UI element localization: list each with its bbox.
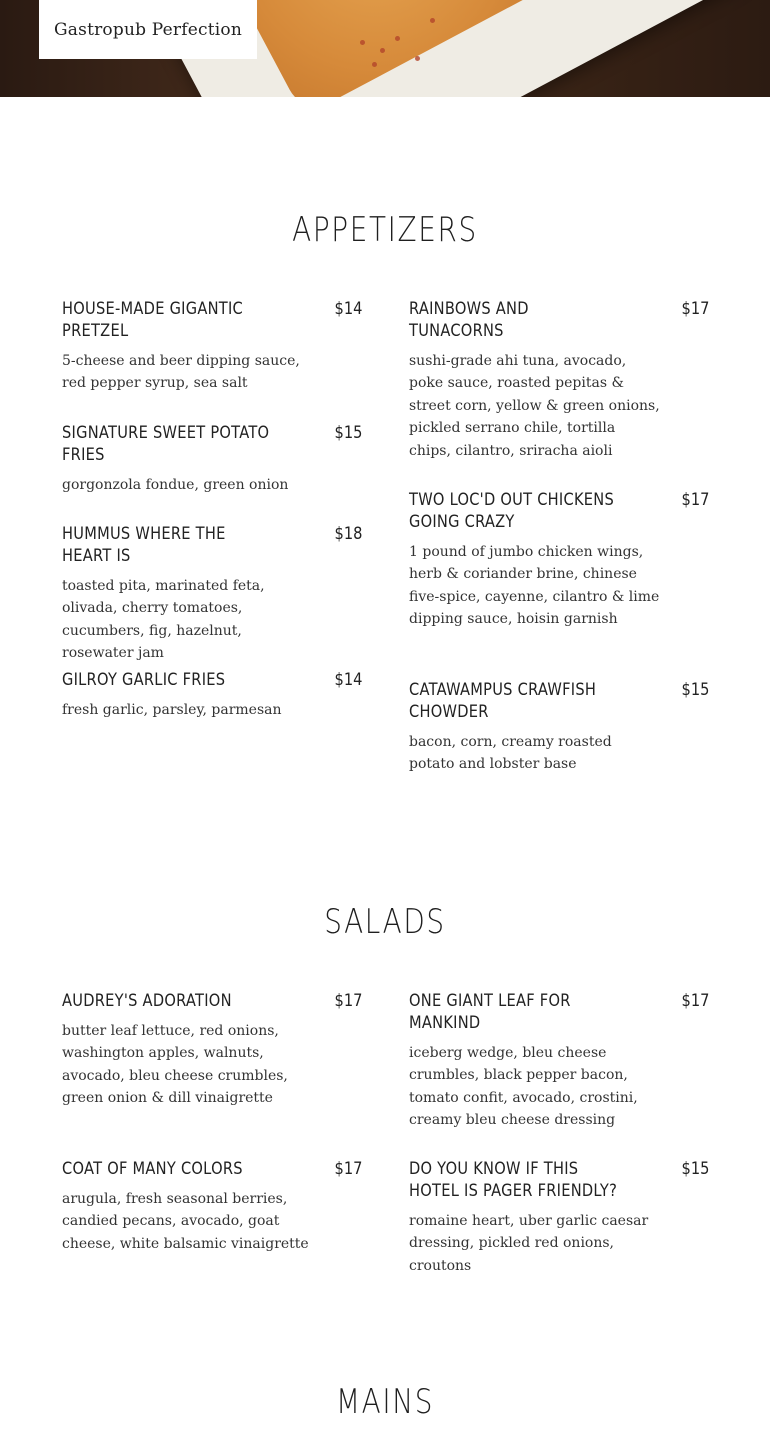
menu-item — [409, 1158, 709, 1277]
item-name: DO YOU KNOW IF THIS HOTEL IS PAGER FRIENDLY? — [409, 1159, 618, 1201]
item-description: 5-cheese and beer dipping sauce, red pepper syrup, sea salt — [62, 353, 300, 392]
item-name: GILROY GARLIC FRIES — [62, 670, 226, 690]
item-price: $15 — [334, 423, 362, 443]
section-title-salads: SALADS — [324, 902, 446, 942]
menu-item — [62, 990, 362, 1110]
item-description: 1 pound of jumbo chicken wings, herb & coriander brine, chinese five-spice, cayenne, cilantro & lime dipping sauce, hoisin garnish — [409, 544, 660, 628]
paprika-speck — [430, 18, 435, 23]
brand-tagline-box — [39, 0, 257, 59]
item-description: gorgonzola fondue, green onion — [62, 477, 289, 493]
item-description: romaine heart, uber garlic caesar dressing, pickled red onions, croutons — [409, 1213, 649, 1274]
menu-item — [409, 298, 709, 462]
item-name: COAT OF MANY COLORS — [62, 1159, 243, 1179]
menu-item — [62, 669, 362, 721]
brand-tagline: Gastropub Perfection — [54, 19, 242, 40]
item-name: HUMMUS WHERE THE HEART IS — [62, 524, 226, 566]
item-price: $15 — [681, 680, 709, 700]
section-title-mains: MAINS — [335, 1382, 435, 1422]
item-price: $18 — [334, 524, 362, 544]
paprika-speck — [415, 56, 420, 61]
paprika-speck — [395, 36, 400, 41]
item-name: CATAWAMPUS CRAWFISH CHOWDER — [409, 680, 597, 722]
item-description: iceberg wedge, bleu cheese crumbles, black pepper bacon, tomato confit, avocado, crostini, creamy bleu cheese dressing — [409, 1045, 638, 1129]
menu-item — [62, 422, 362, 496]
item-description: bacon, corn, creamy roasted potato and lobster base — [409, 734, 612, 773]
item-price: $17 — [334, 1159, 362, 1179]
item-description: sushi-grade ahi tuna, avocado, poke sauce, roasted pepitas & street corn, yellow & green onions, pickled serrano chile, tortilla chips, cilantro, sriracha aioli — [409, 353, 660, 459]
item-description: arugula, fresh seasonal berries, candied pecans, avocado, goat cheese, white balsamic vinaigrette — [62, 1191, 309, 1252]
menu-item — [62, 523, 362, 665]
menu-item — [409, 679, 709, 776]
paprika-speck — [360, 40, 365, 45]
item-name: ONE GIANT LEAF FOR MANKIND — [409, 991, 571, 1033]
item-description: toasted pita, marinated feta, olivada, cherry tomatoes, cucumbers, fig, hazelnut, rosewater jam — [62, 578, 265, 662]
menu-item — [409, 489, 709, 631]
menu-item — [62, 1158, 362, 1255]
item-name: SIGNATURE SWEET POTATO FRIES — [62, 423, 270, 465]
menu-item — [62, 298, 362, 395]
section-title-appetizers: APPETIZERS — [292, 210, 478, 250]
item-price: $17 — [681, 299, 709, 319]
item-name: RAINBOWS AND TUNACORNS — [409, 299, 529, 341]
paprika-speck — [380, 48, 385, 53]
item-price: $14 — [334, 670, 362, 690]
item-price: $17 — [334, 991, 362, 1011]
item-description: fresh garlic, parsley, parmesan — [62, 702, 282, 718]
item-name: AUDREY'S ADORATION — [62, 991, 232, 1011]
item-price: $17 — [681, 490, 709, 510]
item-name: TWO LOC'D OUT CHICKENS GOING CRAZY — [409, 490, 615, 532]
item-price: $14 — [334, 299, 362, 319]
item-price: $15 — [681, 1159, 709, 1179]
item-description: butter leaf lettuce, red onions, washington apples, walnuts, avocado, bleu cheese crumbles, green onion & dill vinaigrette — [62, 1023, 288, 1107]
item-name: HOUSE-MADE GIGANTIC PRETZEL — [62, 299, 244, 341]
item-price: $17 — [681, 991, 709, 1011]
paprika-speck — [372, 62, 377, 67]
menu-item — [409, 990, 709, 1132]
